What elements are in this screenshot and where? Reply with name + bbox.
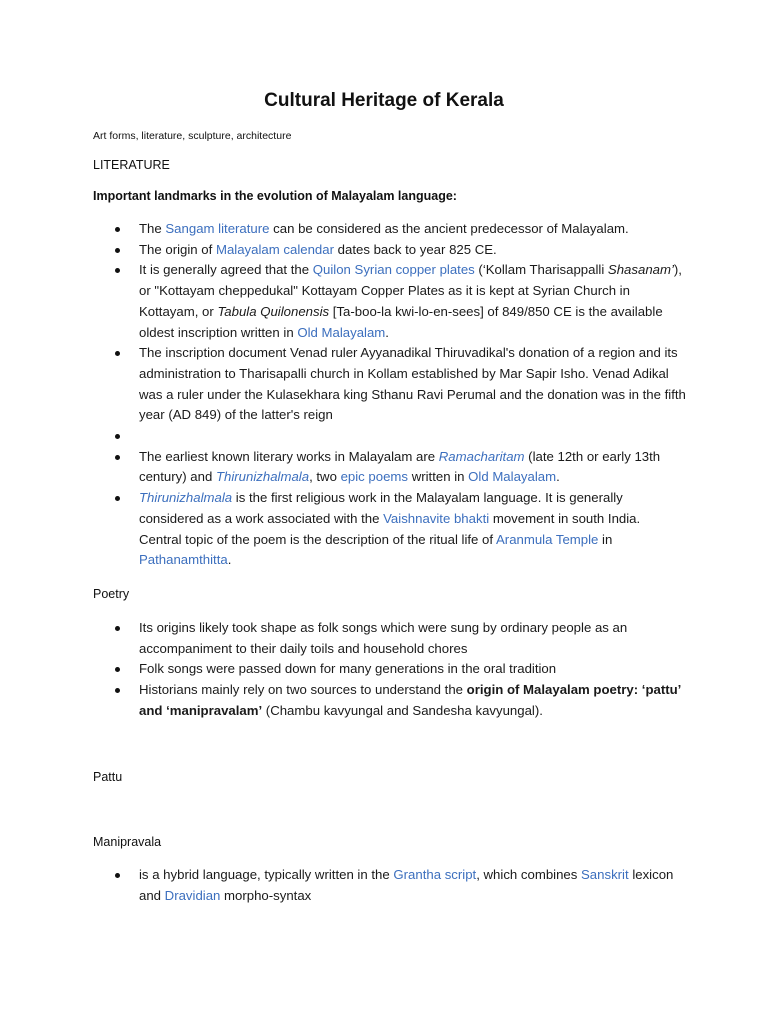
list-item: Folk songs were passed down for many generations in the oral tradition [93,659,686,680]
page-title: Cultural Heritage of Kerala [264,90,504,111]
list-item-empty [93,426,686,447]
landmarks-heading: Important landmarks in the evolution of Malayalam language: [93,189,457,203]
link-thirunizhalmala[interactable]: Thirunizhalmala [215,469,310,485]
link-old-malayalam[interactable]: Old Malayalam [297,324,386,340]
link-malayalam-calendar[interactable]: Malayalam calendar [215,241,334,257]
link-vaishnavite-bhakti[interactable]: Vaishnavite bhakti [383,510,490,526]
list-item: It is generally agreed that the Quilon Syrian copper plates (‘Kollam Tharisappalli Shasanam’), or "Kottayam cheppedukal" Kottayam Copper Plates as it is kept at Syrian Church in Kottayam, or Tabula Quilonensis [Ta-boo-la kwi-lo-en-sees] of 849/850 CE is the available oldest inscription written in Old Malayalam. [93,260,686,343]
section-heading-poetry: Poetry [93,587,130,601]
list-item: Its origins likely took shape as folk songs which were sung by ordinary people as an accompaniment to their daily toils and household chores [93,618,686,659]
manipravala-list [93,865,686,906]
literature-list [93,219,686,571]
link-sanskrit[interactable]: Sanskrit [581,867,629,882]
list-item: is a hybrid language, typically written in the Grantha script, which combines Sanskrit lexicon and Dravidian morpho-syntax [93,865,686,906]
link-pathanamthitta[interactable]: Pathanamthitta [139,552,228,568]
list-item: The earliest known literary works in Malayalam are Ramacharitam (late 12th or early 13th century) and Thirunizhalmala, two epic poems written in Old Malayalam. [93,447,686,488]
list-item: Historians mainly rely on two sources to understand the origin of Malayalam poetry: ‘pattu’ and ‘manipravalam’ (Chambu kavyungal and Sandesha kavyungal). [93,680,686,721]
link-dravidian[interactable]: Dravidian [164,887,221,903]
section-heading-literature: LITERATURE [93,158,170,172]
list-item: Thirunizhalmala is the first religious work in the Malayalam language. It is generally considered as a work associated with the Vaishnavite bhakti movement in south India. Central topic of the poem is the description of the ritual life of Aranmula Temple in Pathanamthitta. [93,488,686,571]
link-old-malayalam[interactable]: Old Malayalam [468,469,557,485]
section-heading-manipravala: Manipravala [93,835,162,849]
link-epic-poems[interactable]: epic poems [340,469,409,485]
list-item: The inscription document Venad ruler Ayyanadikal Thiruvadikal's donation of a region and its administration to Tharisapalli church in Kollam established by Mar Sapir Isho. Venad Adikal was a ruler under the Kulasekhara king Sthanu Ravi Perumal and the donation was in the fifth year (AD 849) of the latter's reign [93,343,686,426]
link-sangam-literature[interactable]: Sangam literature [165,221,270,236]
link-ramacharitam[interactable]: Ramacharitam [438,448,525,464]
link-aranmula-temple[interactable]: Aranmula Temple [496,531,599,547]
link-quilon-copper-plates[interactable]: Quilon Syrian copper plates [312,262,475,278]
poetry-list [93,618,686,722]
section-heading-pattu: Pattu [93,770,123,784]
subtitle: Art forms, literature, sculpture, architecture [93,130,292,142]
list-item: The Sangam literature can be considered as the ancient predecessor of Malayalam. [93,219,686,240]
link-grantha-script[interactable]: Grantha script [393,867,477,882]
link-thirunizhalmala[interactable]: Thirunizhalmala [139,490,233,506]
list-item: The origin of Malayalam calendar dates back to year 825 CE. [93,240,686,261]
